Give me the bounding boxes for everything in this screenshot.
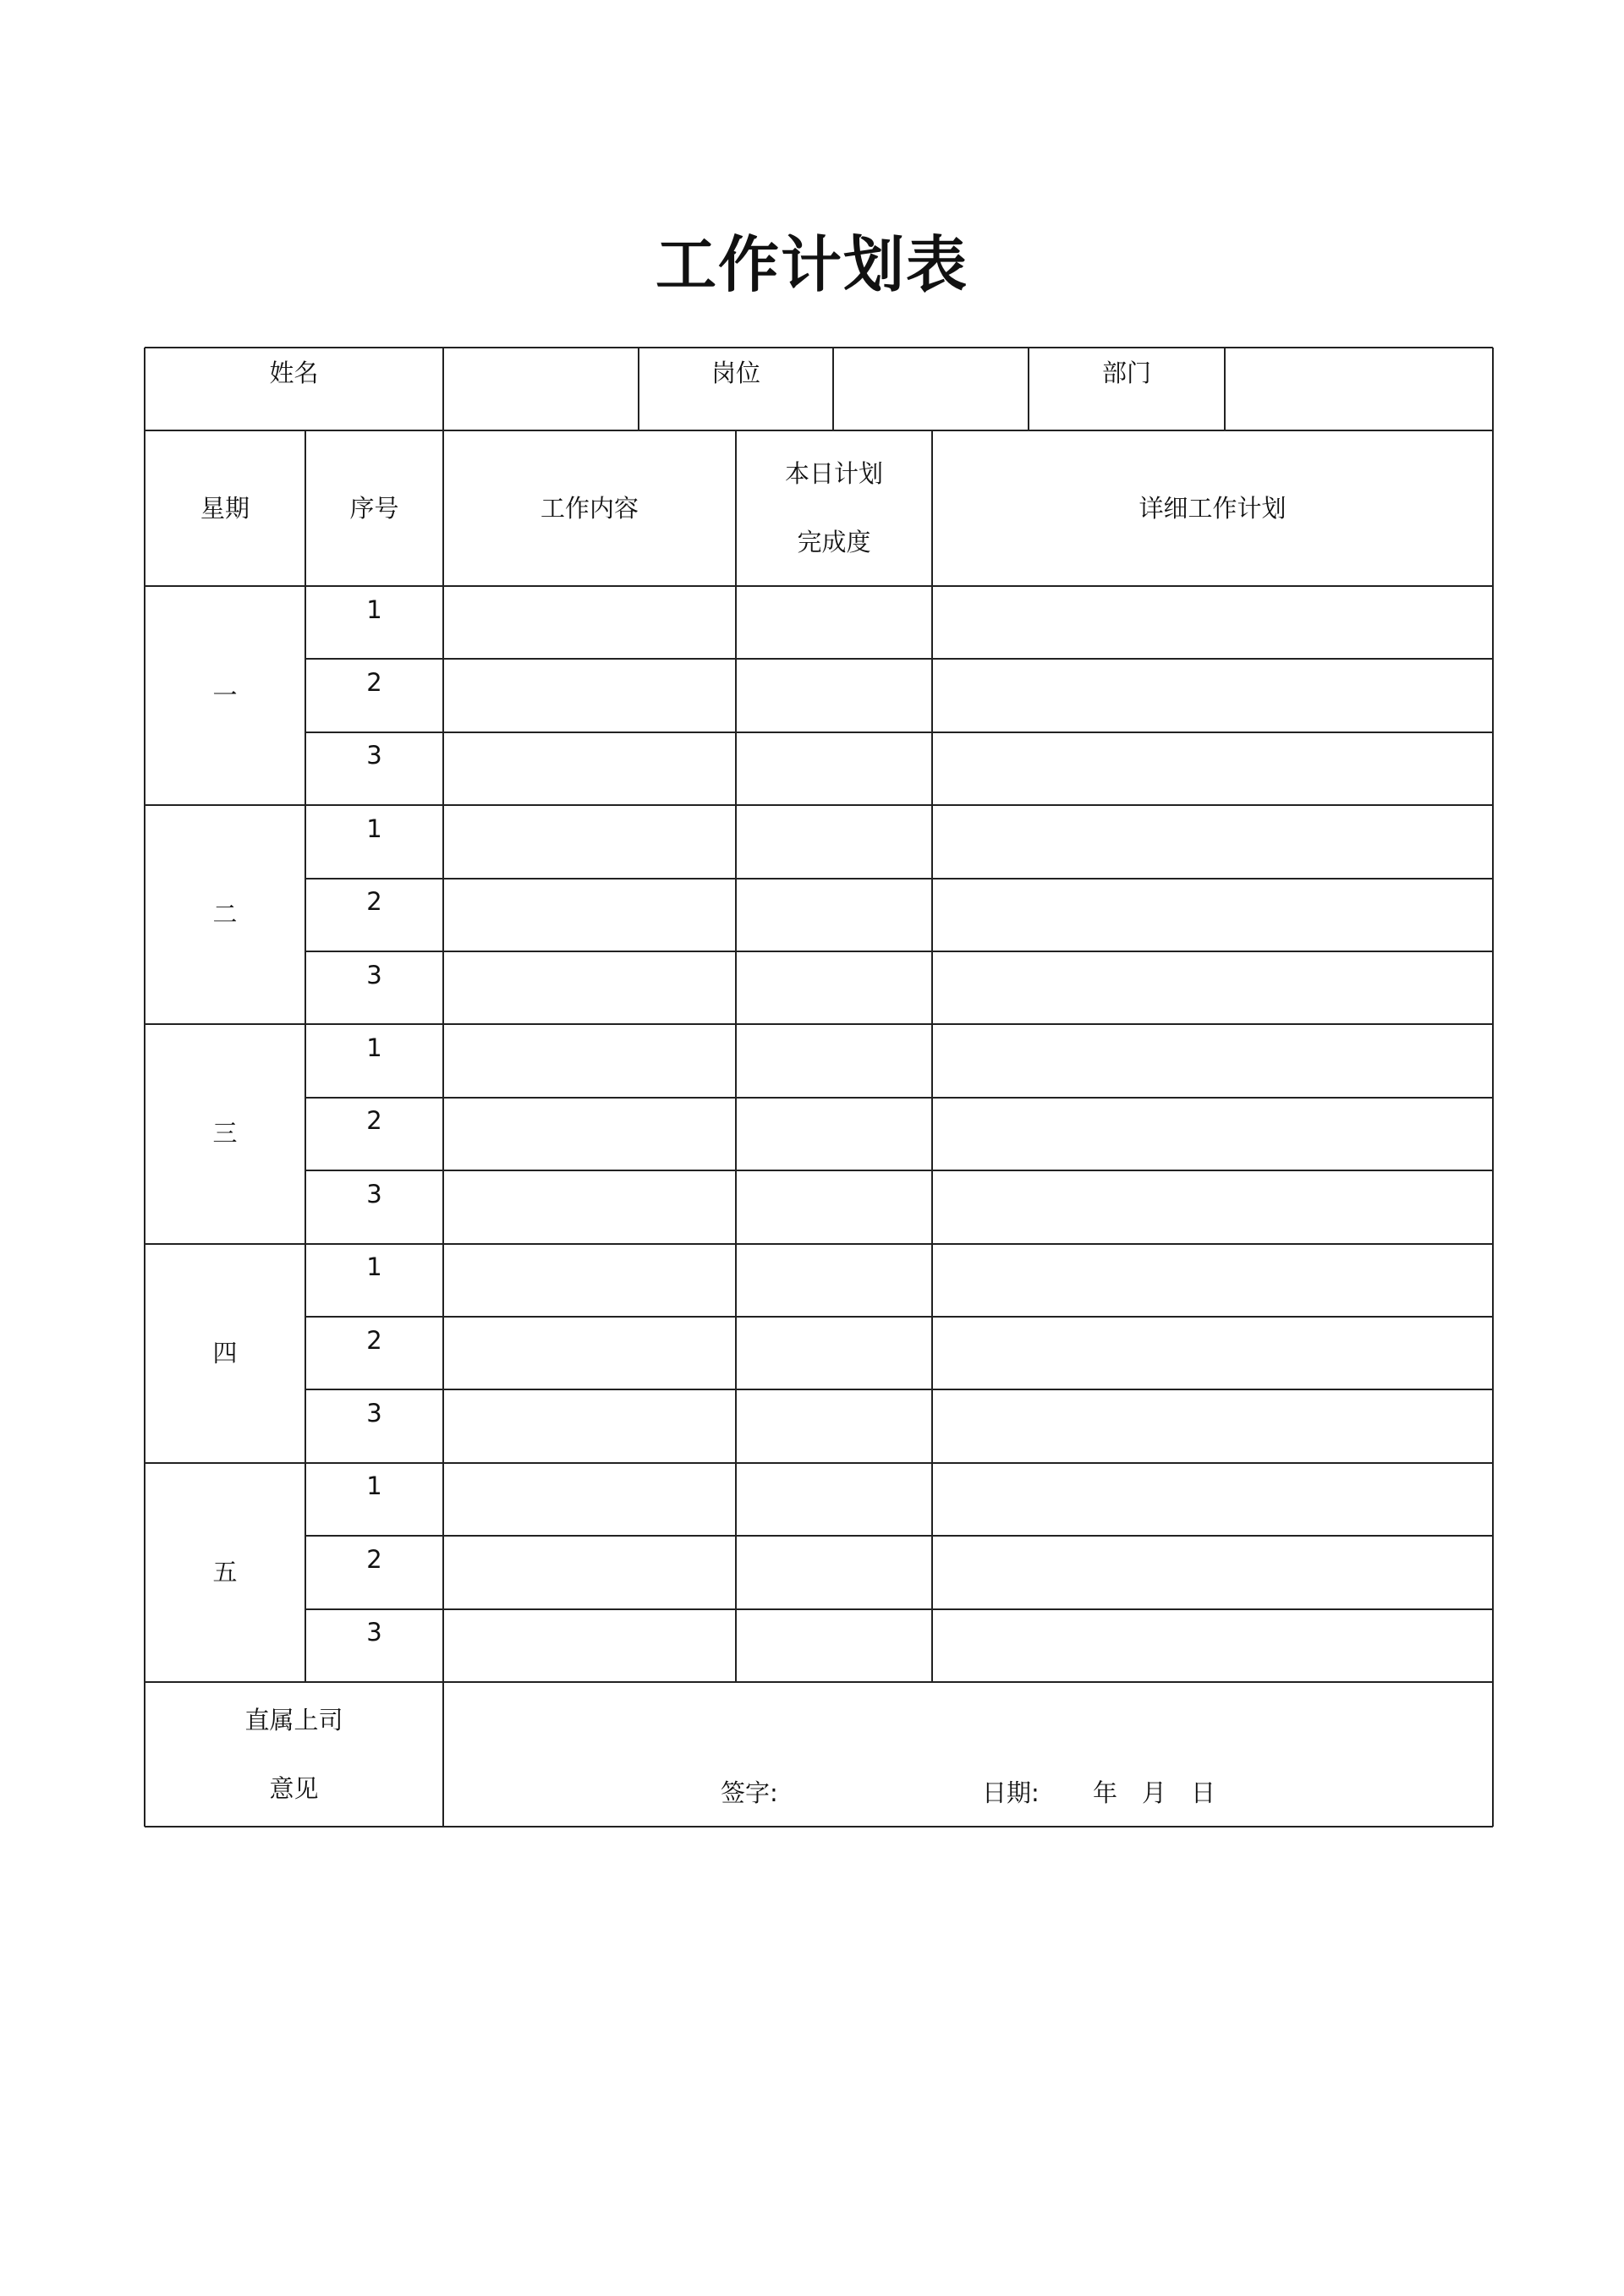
completion-field[interactable] xyxy=(736,879,932,951)
position-field[interactable] xyxy=(833,348,1029,430)
weekday-label: 二 xyxy=(212,900,238,929)
content-field[interactable] xyxy=(443,951,736,1024)
detail-field[interactable] xyxy=(932,1170,1493,1243)
date-month: 月 xyxy=(1142,1778,1167,1807)
completion-field[interactable] xyxy=(736,1609,932,1682)
detail-field[interactable] xyxy=(932,732,1493,805)
completion-field[interactable] xyxy=(736,951,932,1024)
detail-field[interactable] xyxy=(932,659,1493,732)
table-border xyxy=(145,585,1493,587)
completion-field[interactable] xyxy=(736,659,932,732)
supervisor-label-line2: 意见 xyxy=(269,1773,319,1803)
content-field[interactable] xyxy=(443,586,736,659)
table-border xyxy=(145,430,1493,431)
date-label: 日期: xyxy=(982,1778,1040,1807)
department-field[interactable] xyxy=(1225,348,1493,430)
table-border xyxy=(305,658,1493,660)
completion-field[interactable] xyxy=(736,805,932,878)
seq-number: 2 xyxy=(366,887,382,917)
header-detail: 详细工作计划 xyxy=(1138,493,1287,523)
table-border xyxy=(832,348,834,430)
table-border xyxy=(305,1608,1493,1610)
detail-field[interactable] xyxy=(932,1609,1493,1682)
content-field[interactable] xyxy=(443,1609,736,1682)
content-field[interactable] xyxy=(443,1024,736,1097)
table-border xyxy=(305,1389,1493,1390)
seq-number: 1 xyxy=(366,814,382,843)
detail-field[interactable] xyxy=(932,1389,1493,1462)
table-border xyxy=(305,1535,1493,1537)
detail-field[interactable] xyxy=(932,1317,1493,1389)
completion-field[interactable] xyxy=(736,1098,932,1170)
table-border xyxy=(145,347,1493,348)
table-border xyxy=(931,430,933,1682)
content-field[interactable] xyxy=(443,1098,736,1170)
content-field[interactable] xyxy=(443,879,736,951)
seq-number: 3 xyxy=(366,1399,382,1428)
completion-field[interactable] xyxy=(736,732,932,805)
content-field[interactable] xyxy=(443,1463,736,1536)
detail-field[interactable] xyxy=(932,805,1493,878)
header-completion-line1: 本日计划 xyxy=(784,459,883,488)
header-seq: 序号 xyxy=(349,493,399,523)
table-border xyxy=(145,1681,1493,1683)
seq-number: 3 xyxy=(366,1618,382,1647)
header-weekday: 星期 xyxy=(200,493,250,523)
weekday-label: 五 xyxy=(212,1557,238,1586)
seq-number: 2 xyxy=(366,1106,382,1136)
signature-label: 签字: xyxy=(721,1778,778,1807)
table-border xyxy=(305,1097,1493,1099)
name-label: 姓名 xyxy=(269,358,319,387)
seq-number: 2 xyxy=(366,1325,382,1355)
seq-number: 2 xyxy=(366,668,382,698)
detail-field[interactable] xyxy=(932,586,1493,659)
table-border xyxy=(1028,348,1029,430)
completion-field[interactable] xyxy=(736,1024,932,1097)
table-border xyxy=(145,804,1493,806)
table-border xyxy=(305,732,1493,733)
content-field[interactable] xyxy=(443,732,736,805)
content-field[interactable] xyxy=(443,1317,736,1389)
table-border xyxy=(144,348,145,1827)
table-border xyxy=(145,1826,1493,1827)
table-border xyxy=(638,348,639,430)
table-border xyxy=(145,1243,1493,1245)
page-title: 工作计划表 xyxy=(655,229,968,300)
detail-field[interactable] xyxy=(932,1536,1493,1608)
detail-field[interactable] xyxy=(932,1098,1493,1170)
completion-field[interactable] xyxy=(736,586,932,659)
weekday-label: 三 xyxy=(212,1119,238,1148)
detail-field[interactable] xyxy=(932,879,1493,951)
header-content: 工作内容 xyxy=(540,493,639,523)
table-border xyxy=(305,878,1493,879)
work-plan-table xyxy=(145,348,1493,1827)
table-border xyxy=(1492,348,1494,1827)
seq-number: 2 xyxy=(366,1544,382,1574)
completion-field[interactable] xyxy=(736,1389,932,1462)
completion-field[interactable] xyxy=(736,1170,932,1243)
supervisor-opinion-field[interactable] xyxy=(443,1682,1493,1827)
supervisor-label-line1: 直属上司 xyxy=(244,1705,343,1734)
table-border xyxy=(145,1023,1493,1025)
table-border xyxy=(1224,348,1226,430)
table-border xyxy=(145,1462,1493,1464)
department-label: 部门 xyxy=(1101,358,1151,387)
content-field[interactable] xyxy=(443,1536,736,1608)
header-completion-line2: 完成度 xyxy=(797,528,871,556)
header-completion xyxy=(736,430,932,586)
table-border xyxy=(442,348,444,1827)
seq-number: 1 xyxy=(366,1471,382,1501)
detail-field[interactable] xyxy=(932,951,1493,1024)
table-border xyxy=(304,430,306,1682)
completion-field[interactable] xyxy=(736,1536,932,1608)
position-label: 岗位 xyxy=(710,358,760,387)
content-field[interactable] xyxy=(443,805,736,878)
seq-number: 1 xyxy=(366,1252,382,1282)
content-field[interactable] xyxy=(443,1244,736,1317)
detail-field[interactable] xyxy=(932,1244,1493,1317)
seq-number: 3 xyxy=(366,960,382,989)
detail-field[interactable] xyxy=(932,1463,1493,1536)
supervisor-label xyxy=(145,1682,443,1827)
weekday-label: 四 xyxy=(212,1338,238,1367)
table-border xyxy=(305,951,1493,952)
content-field[interactable] xyxy=(443,659,736,732)
detail-field[interactable] xyxy=(932,1024,1493,1097)
seq-number: 3 xyxy=(366,1179,382,1208)
table-border xyxy=(305,1170,1493,1171)
completion-field[interactable] xyxy=(736,1463,932,1536)
table-border xyxy=(305,1316,1493,1318)
weekday-label: 一 xyxy=(212,681,238,710)
content-field[interactable] xyxy=(443,1170,736,1243)
date-year: 年 xyxy=(1093,1778,1118,1807)
completion-field[interactable] xyxy=(736,1244,932,1317)
date-day: 日 xyxy=(1191,1778,1216,1807)
seq-number: 3 xyxy=(366,741,382,770)
completion-field[interactable] xyxy=(736,1317,932,1389)
name-field[interactable] xyxy=(443,348,639,430)
content-field[interactable] xyxy=(443,1389,736,1462)
table-border xyxy=(735,430,737,1682)
seq-number: 1 xyxy=(366,595,382,624)
seq-number: 1 xyxy=(366,1033,382,1063)
